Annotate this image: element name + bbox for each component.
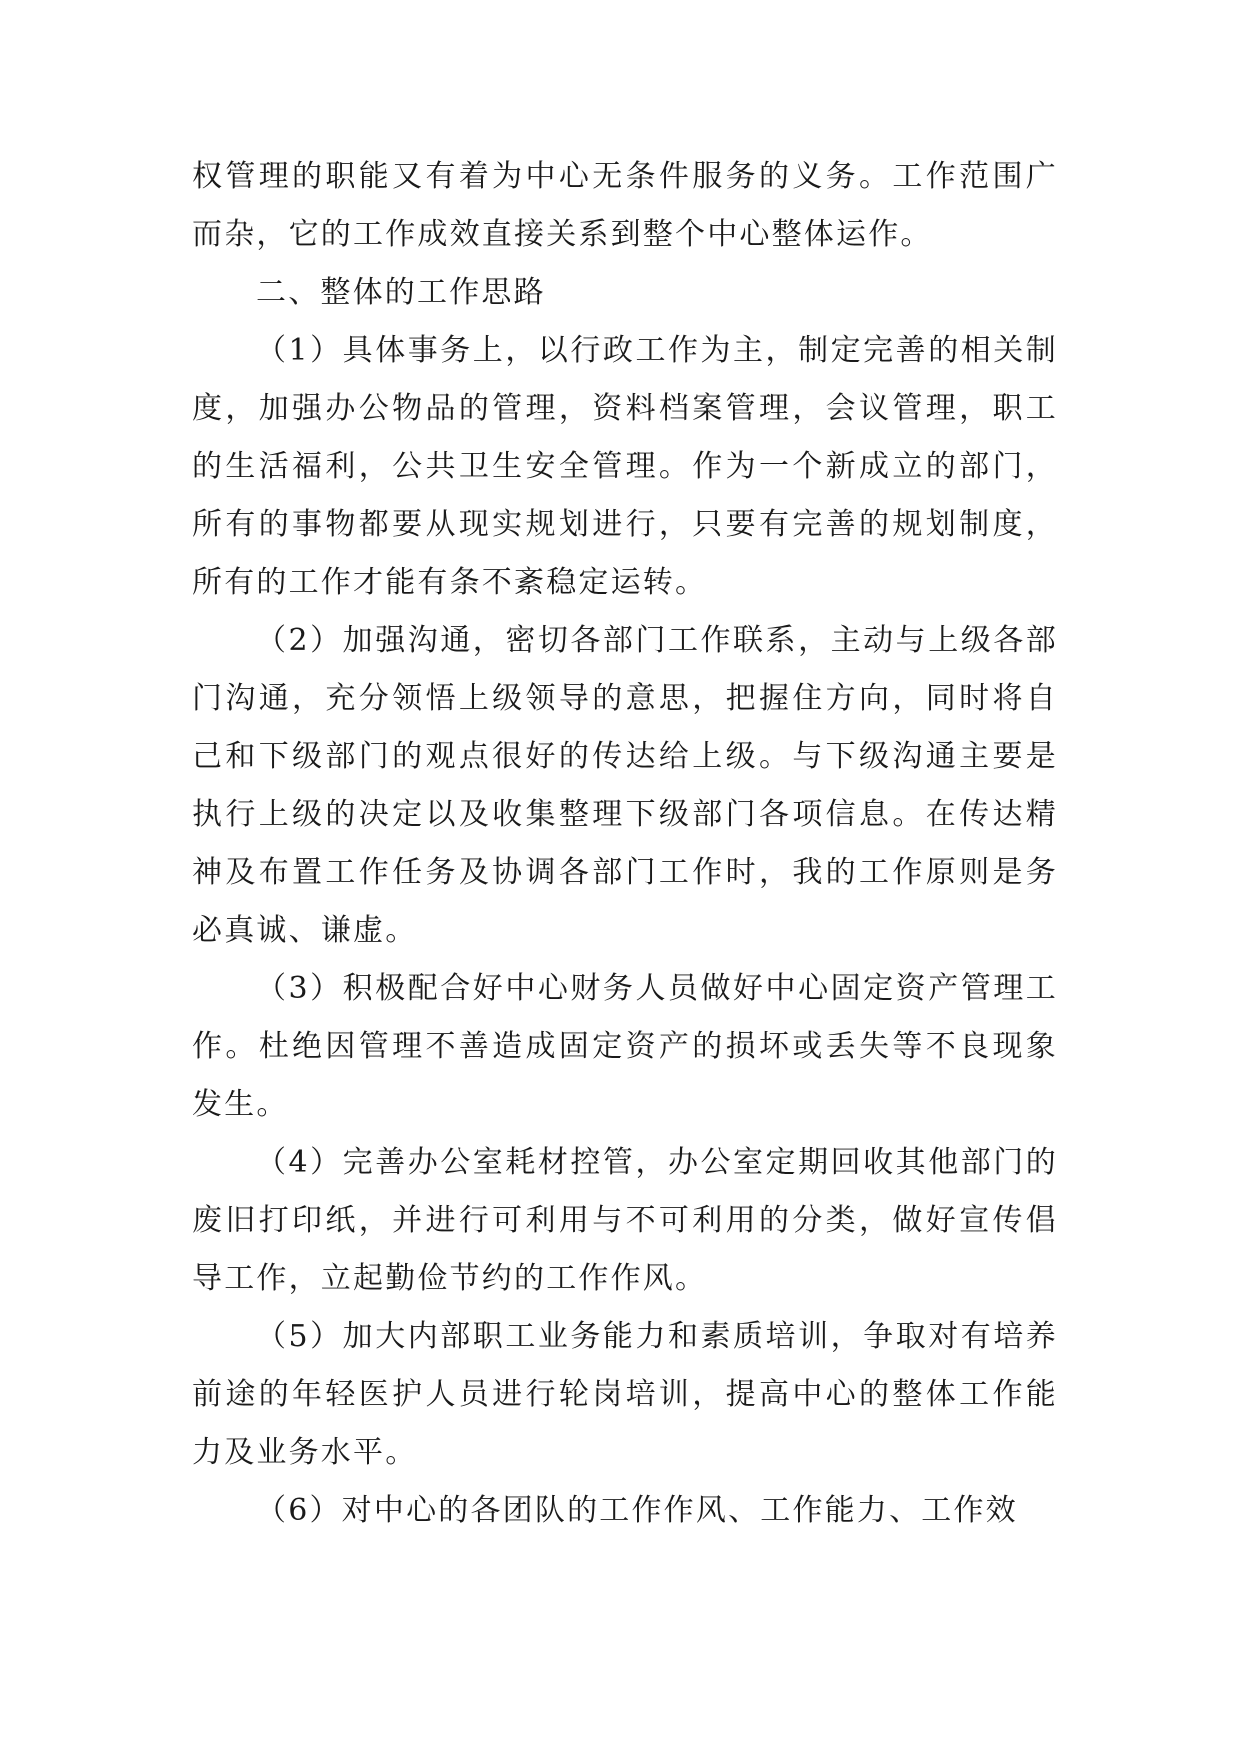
paragraph-item-5: （5）加大内部职工业务能力和素质培训，争取对有培养前途的年轻医护人员进行轮岗培训，提高中心的整体工作能力及业务水平。 [192,1319,1058,1470]
paragraph-item-1: （1）具体事务上，以行政工作为主，制定完善的相关制度，加强办公物品的管理，资料档案管理，会议管理，职工的生活福利，公共卫生安全管理。作为一个新成立的部门，所有的事物都要从现实规划进行，只要有完善的规划制度，所有的工作才能有条不紊稳定运转。 [192,333,1058,600]
section-heading: 二、整体的工作思路 [256,275,546,310]
paragraph-item-3: （3）积极配合好中心财务人员做好中心固定资产管理工作。杜绝因管理不善造成固定资产的损坏或丢失等不良现象发生。 [192,971,1058,1122]
document-body [192,148,1058,1540]
paragraph-continuation: 权管理的职能又有着为中心无条件服务的义务。工作范围广而杂，它的工作成效直接关系到整个中心整体运作。 [192,159,1058,252]
paragraph-item-4: （4）完善办公室耗材控管，办公室定期回收其他部门的废旧打印纸，并进行可利用与不可利用的分类，做好宣传倡导工作，立起勤俭节约的工作作风。 [192,1145,1058,1296]
paragraph-item-6: （6）对中心的各团队的工作作风、工作能力、工作效 [256,1493,1018,1528]
paragraph-item-2: （2）加强沟通，密切各部门工作联系，主动与上级各部门沟通，充分领悟上级领导的意思，把握住方向，同时将自己和下级部门的观点很好的传达给上级。与下级沟通主要是执行上级的决定以及收集整理下级部门各项信息。在传达精神及布置工作任务及协调各部门工作时，我的工作原则是务必真诚、谦虚。 [192,623,1058,948]
